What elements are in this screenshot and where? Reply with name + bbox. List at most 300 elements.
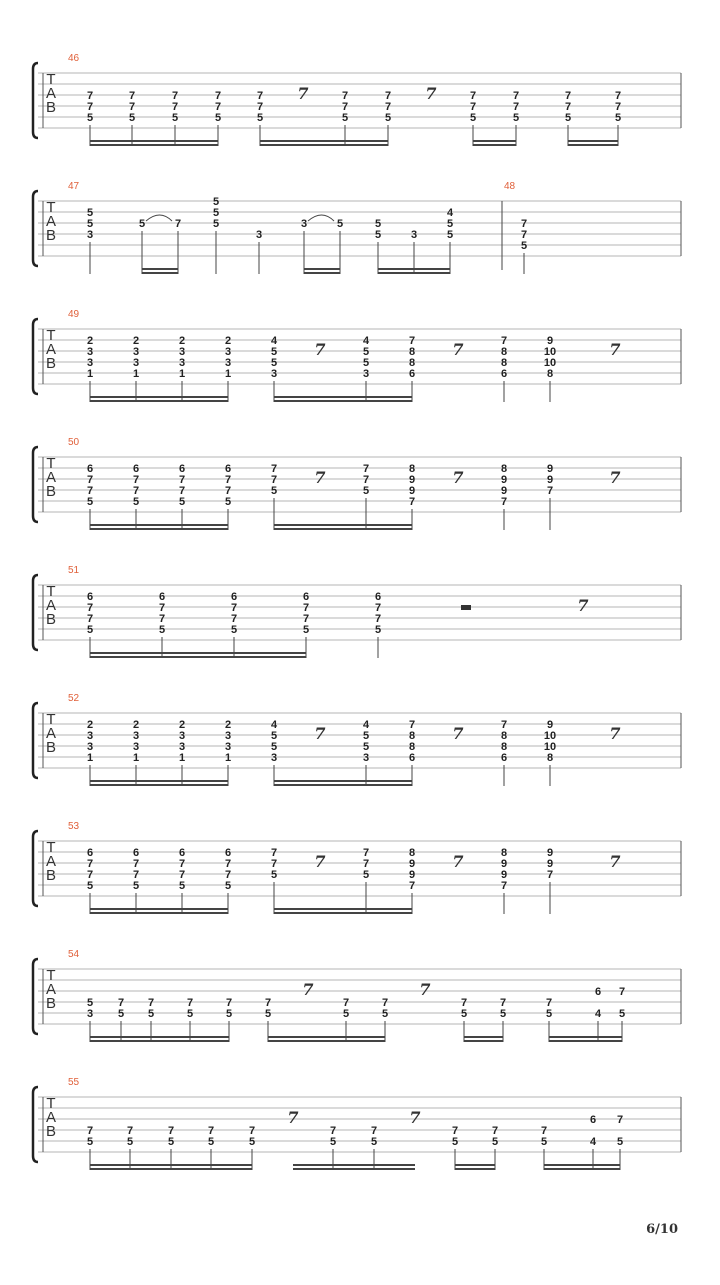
beam-secondary (293, 1164, 415, 1166)
fret-number: 10 (543, 346, 557, 358)
fret-number: 4 (446, 207, 454, 219)
fret-number: 7 (500, 719, 508, 731)
tab-clef-letter: B (45, 867, 57, 884)
fret-number: 7 (384, 101, 392, 113)
fret-number: 6 (132, 847, 140, 859)
fret-number: 4 (362, 719, 370, 731)
fret-number: 3 (224, 730, 232, 742)
fret-number: 9 (408, 485, 416, 497)
beam-secondary (90, 652, 306, 654)
fret-number: 7 (469, 101, 477, 113)
tab-clef-letter: B (45, 995, 57, 1012)
beam-secondary (274, 908, 412, 910)
fret-number: 6 (224, 847, 232, 859)
fret-number: 5 (362, 730, 370, 742)
fret-number: 7 (520, 218, 528, 230)
beam-secondary (268, 1036, 385, 1038)
beam-secondary (568, 140, 618, 142)
tab-clef-letter: A (45, 597, 57, 614)
beam-secondary (90, 140, 218, 142)
fret-number: 4 (362, 335, 370, 347)
fret-number: 4 (270, 335, 278, 347)
fret-number: 2 (132, 335, 140, 347)
fret-number: 5 (362, 357, 370, 369)
fret-number: 5 (86, 496, 94, 508)
fret-number: 6 (589, 1114, 597, 1126)
fret-number: 5 (86, 112, 94, 124)
fret-number: 5 (86, 1136, 94, 1148)
16th-rest: 7 (425, 84, 437, 103)
fret-number: 7 (614, 90, 622, 102)
fret-number: 9 (500, 474, 508, 486)
fret-number: 8 (546, 752, 554, 764)
fret-number: 7 (86, 474, 94, 486)
beam (544, 1168, 620, 1170)
fret-number: 7 (362, 858, 370, 870)
fret-number: 6 (178, 847, 186, 859)
fret-number: 7 (158, 613, 166, 625)
fret-number: 5 (512, 112, 520, 124)
measure-number: 49 (68, 309, 80, 320)
measure-number: 47 (68, 181, 80, 192)
fret-number: 5 (207, 1136, 215, 1148)
fret-number: 6 (594, 986, 602, 998)
half-rest (461, 605, 471, 610)
beam (90, 656, 306, 658)
beam (464, 1040, 503, 1042)
16th-rest: 7 (452, 724, 464, 743)
fret-number: 5 (446, 218, 454, 230)
fret-number: 7 (178, 474, 186, 486)
measure-number: 54 (68, 949, 80, 960)
8th-rest: 7 (609, 724, 621, 743)
system-bracket (33, 703, 38, 778)
fret-number: 7 (469, 90, 477, 102)
fret-number: 2 (86, 719, 94, 731)
fret-number: 9 (546, 463, 554, 475)
fret-number: 7 (616, 1114, 624, 1126)
system-bracket (33, 959, 38, 1034)
fret-number: 7 (178, 485, 186, 497)
fret-number: 5 (132, 880, 140, 892)
tab-system-3 (33, 309, 681, 402)
16th-rest: 7 (452, 340, 464, 359)
fret-number: 5 (374, 218, 382, 230)
fret-number: 3 (410, 229, 418, 241)
fret-number: 7 (178, 869, 186, 881)
beam (90, 912, 228, 914)
fret-number: 6 (374, 591, 382, 603)
beam (90, 784, 228, 786)
beam-secondary (90, 396, 228, 398)
fret-number: 7 (132, 869, 140, 881)
fret-number: 5 (256, 112, 264, 124)
fret-number: 5 (381, 1008, 389, 1020)
fret-number: 5 (362, 869, 370, 881)
fret-number: 7 (214, 101, 222, 113)
beam-secondary (274, 524, 412, 526)
tab-clef-letter: T (46, 327, 56, 344)
fret-number: 9 (408, 858, 416, 870)
beam-secondary (304, 268, 340, 270)
fret-number: 5 (469, 112, 477, 124)
fret-number: 5 (270, 730, 278, 742)
tab-system-5 (33, 565, 681, 658)
fret-number: 5 (224, 880, 232, 892)
fret-number: 7 (451, 1125, 459, 1137)
measure-number: 50 (68, 437, 80, 448)
fret-number: 3 (270, 752, 278, 764)
beam (90, 1040, 229, 1042)
fret-number: 7 (117, 997, 125, 1009)
fret-number: 5 (341, 112, 349, 124)
fret-number: 5 (499, 1008, 507, 1020)
fret-number: 7 (381, 997, 389, 1009)
fret-number: 6 (408, 368, 416, 380)
beam (274, 784, 412, 786)
fret-number: 7 (564, 90, 572, 102)
fret-number: 7 (214, 90, 222, 102)
fret-number: 8 (546, 368, 554, 380)
beam (455, 1168, 495, 1170)
fret-number: 5 (86, 997, 94, 1009)
tab-clef-letter: A (45, 469, 57, 486)
slur-arc (146, 215, 172, 221)
fret-number: 8 (500, 463, 508, 475)
tab-system-1 (33, 53, 681, 146)
fret-number: 7 (224, 869, 232, 881)
fret-number: 7 (302, 613, 310, 625)
fret-number: 7 (270, 463, 278, 475)
fret-number: 8 (408, 357, 416, 369)
system-bracket (33, 831, 38, 906)
fret-number: 3 (132, 741, 140, 753)
fret-number: 5 (270, 485, 278, 497)
fret-number: 7 (408, 719, 416, 731)
tab-clef-letter: B (45, 611, 57, 628)
fret-number: 1 (132, 368, 140, 380)
tab-clef-letter: A (45, 981, 57, 998)
fret-number: 9 (546, 719, 554, 731)
measure-number: 55 (68, 1077, 80, 1088)
fret-number: 3 (86, 1008, 94, 1020)
fret-number: 7 (224, 474, 232, 486)
fret-number: 3 (178, 346, 186, 358)
fret-number: 7 (178, 858, 186, 870)
fret-number: 7 (86, 858, 94, 870)
fret-number: 9 (500, 858, 508, 870)
fret-number: 7 (126, 1125, 134, 1137)
fret-number: 7 (512, 101, 520, 113)
fret-number: 7 (158, 602, 166, 614)
beam (378, 272, 450, 274)
tab-clef-letter: T (46, 583, 56, 600)
beam (90, 528, 228, 530)
beam-secondary (90, 524, 228, 526)
beam (142, 272, 178, 274)
fret-number: 4 (270, 719, 278, 731)
tab-system-7 (33, 821, 681, 914)
fret-number: 7 (270, 847, 278, 859)
16th-rest: 7 (452, 852, 464, 871)
fret-number: 7 (408, 880, 416, 892)
fret-number: 3 (224, 346, 232, 358)
system-bracket (33, 63, 38, 138)
16th-rest: 7 (314, 468, 326, 487)
beam-secondary (274, 396, 412, 398)
fret-number: 7 (132, 474, 140, 486)
fret-number: 7 (564, 101, 572, 113)
fret-number: 3 (86, 730, 94, 742)
fret-number: 5 (564, 112, 572, 124)
fret-number: 7 (270, 858, 278, 870)
fret-number: 5 (86, 624, 94, 636)
fret-number: 5 (362, 346, 370, 358)
fret-number: 5 (126, 1136, 134, 1148)
fret-number: 6 (230, 591, 238, 603)
beam-secondary (90, 1164, 252, 1166)
measure-number: 46 (68, 53, 80, 64)
fret-number: 1 (178, 368, 186, 380)
fret-number: 6 (408, 752, 416, 764)
beam (90, 144, 218, 146)
fret-number: 2 (178, 719, 186, 731)
fret-number: 9 (546, 335, 554, 347)
fret-number: 6 (86, 591, 94, 603)
fret-number: 7 (614, 101, 622, 113)
fret-number: 7 (147, 997, 155, 1009)
16th-rest: 7 (314, 852, 326, 871)
fret-number: 7 (408, 496, 416, 508)
fret-number: 7 (362, 847, 370, 859)
fret-number: 7 (86, 869, 94, 881)
fret-number: 7 (256, 101, 264, 113)
beam (268, 1040, 385, 1042)
fret-number: 7 (128, 90, 136, 102)
fret-number: 5 (270, 869, 278, 881)
16th-rest: 7 (302, 980, 314, 999)
fret-number: 6 (302, 591, 310, 603)
fret-number: 8 (408, 730, 416, 742)
beam-secondary (90, 908, 228, 910)
fret-number: 7 (186, 997, 194, 1009)
tab-clef-letter: A (45, 341, 57, 358)
fret-number: 7 (86, 1125, 94, 1137)
fret-number: 5 (618, 1008, 626, 1020)
fret-number: 5 (117, 1008, 125, 1020)
fret-number: 7 (256, 90, 264, 102)
fret-number: 7 (248, 1125, 256, 1137)
fret-number: 7 (174, 218, 182, 230)
fret-number: 7 (341, 101, 349, 113)
fret-number: 2 (224, 719, 232, 731)
tab-clef-letter: B (45, 227, 57, 244)
fret-number: 5 (540, 1136, 548, 1148)
beam (568, 144, 618, 146)
beam (260, 144, 388, 146)
beam-secondary (473, 140, 516, 142)
beam (90, 400, 228, 402)
fret-number: 5 (86, 207, 94, 219)
measure-number: 51 (68, 565, 80, 576)
system-bracket (33, 191, 38, 266)
fret-number: 5 (302, 624, 310, 636)
fret-number: 10 (543, 730, 557, 742)
tab-clef-letter: A (45, 725, 57, 742)
fret-number: 5 (138, 218, 146, 230)
16th-rest: 7 (452, 468, 464, 487)
fret-number: 9 (500, 485, 508, 497)
16th-rest: 7 (409, 1108, 421, 1127)
fret-number: 6 (500, 752, 508, 764)
fret-number: 9 (408, 869, 416, 881)
tab-clef-letter: B (45, 1123, 57, 1140)
fret-number: 7 (86, 602, 94, 614)
tab-system-2 (33, 181, 681, 274)
fret-number: 3 (178, 357, 186, 369)
tab-clef-letter: B (45, 99, 57, 116)
beam (293, 1168, 415, 1170)
fret-number: 7 (302, 602, 310, 614)
fret-number: 5 (264, 1008, 272, 1020)
fret-number: 5 (186, 1008, 194, 1020)
fret-number: 8 (408, 847, 416, 859)
fret-number: 7 (128, 101, 136, 113)
fret-number: 5 (86, 880, 94, 892)
fret-number: 7 (545, 997, 553, 1009)
fret-number: 7 (500, 880, 508, 892)
fret-number: 7 (540, 1125, 548, 1137)
beam-secondary (455, 1164, 495, 1166)
fret-number: 7 (374, 602, 382, 614)
fret-number: 7 (341, 90, 349, 102)
tab-clef-letter: T (46, 1095, 56, 1112)
fret-number: 7 (500, 496, 508, 508)
fret-number: 1 (224, 368, 232, 380)
16th-rest: 7 (314, 340, 326, 359)
fret-number: 5 (224, 496, 232, 508)
fret-number: 7 (546, 485, 554, 497)
fret-number: 7 (132, 485, 140, 497)
beam-secondary (274, 780, 412, 782)
tab-clef-letter: T (46, 71, 56, 88)
fret-number: 5 (212, 196, 220, 208)
fret-number: 3 (362, 752, 370, 764)
beam-secondary (544, 1164, 620, 1166)
fret-number: 6 (500, 368, 508, 380)
fret-number: 5 (248, 1136, 256, 1148)
fret-number: 9 (500, 869, 508, 881)
fret-number: 5 (384, 112, 392, 124)
8th-rest: 7 (609, 340, 621, 359)
fret-number: 7 (270, 474, 278, 486)
fret-number: 8 (408, 346, 416, 358)
measure-number: 53 (68, 821, 80, 832)
beam (473, 144, 516, 146)
fret-number: 7 (86, 90, 94, 102)
fret-number: 5 (362, 741, 370, 753)
fret-number: 8 (500, 730, 508, 742)
fret-number: 5 (214, 112, 222, 124)
fret-number: 3 (132, 730, 140, 742)
fret-number: 3 (255, 229, 263, 241)
fret-number: 1 (86, 752, 94, 764)
tab-clef-letter: B (45, 739, 57, 756)
fret-number: 5 (446, 229, 454, 241)
fret-number: 7 (264, 997, 272, 1009)
fret-number: 7 (171, 90, 179, 102)
fret-number: 7 (520, 229, 528, 241)
fret-number: 8 (500, 847, 508, 859)
fret-number: 4 (594, 1008, 602, 1020)
tab-clef-letter: A (45, 1109, 57, 1126)
fret-number: 5 (178, 880, 186, 892)
fret-number: 5 (270, 357, 278, 369)
beam (274, 912, 412, 914)
fret-number: 5 (342, 1008, 350, 1020)
slur-arc (308, 215, 334, 221)
fret-number: 7 (86, 101, 94, 113)
16th-rest: 7 (314, 724, 326, 743)
8th-rest: 7 (609, 468, 621, 487)
fret-number: 7 (86, 485, 94, 497)
fret-number: 5 (616, 1136, 624, 1148)
fret-number: 7 (224, 485, 232, 497)
tab-clef-letter: B (45, 483, 57, 500)
fret-number: 7 (230, 613, 238, 625)
tab-system-9 (33, 1077, 681, 1170)
fret-number: 5 (614, 112, 622, 124)
fret-number: 5 (167, 1136, 175, 1148)
fret-number: 5 (212, 207, 220, 219)
16th-rest: 7 (287, 1108, 299, 1127)
beam-secondary (90, 780, 228, 782)
beam (304, 272, 340, 274)
fret-number: 7 (230, 602, 238, 614)
fret-number: 8 (500, 357, 508, 369)
beam-secondary (142, 268, 178, 270)
fret-number: 7 (329, 1125, 337, 1137)
fret-number: 3 (300, 218, 308, 230)
fret-number: 7 (499, 997, 507, 1009)
tab-clef-letter: B (45, 355, 57, 372)
beam-secondary (464, 1036, 503, 1038)
fret-number: 2 (86, 335, 94, 347)
8th-rest: 7 (609, 852, 621, 871)
fret-number: 1 (86, 368, 94, 380)
fret-number: 7 (500, 335, 508, 347)
fret-number: 3 (270, 368, 278, 380)
fret-number: 5 (362, 485, 370, 497)
system-bracket (33, 1087, 38, 1162)
tab-system-8 (33, 949, 681, 1042)
fret-number: 5 (374, 624, 382, 636)
tab-clef-letter: A (45, 213, 57, 230)
tab-clef-letter: A (45, 853, 57, 870)
fret-number: 2 (224, 335, 232, 347)
fret-number: 7 (132, 858, 140, 870)
tab-clef-letter: T (46, 711, 56, 728)
fret-number: 8 (408, 741, 416, 753)
fret-number: 5 (158, 624, 166, 636)
fret-number: 6 (86, 463, 94, 475)
fret-number: 3 (86, 357, 94, 369)
beam-secondary (260, 140, 388, 142)
fret-number: 9 (546, 474, 554, 486)
fret-number: 3 (178, 730, 186, 742)
fret-number: 3 (86, 741, 94, 753)
fret-number: 5 (128, 112, 136, 124)
